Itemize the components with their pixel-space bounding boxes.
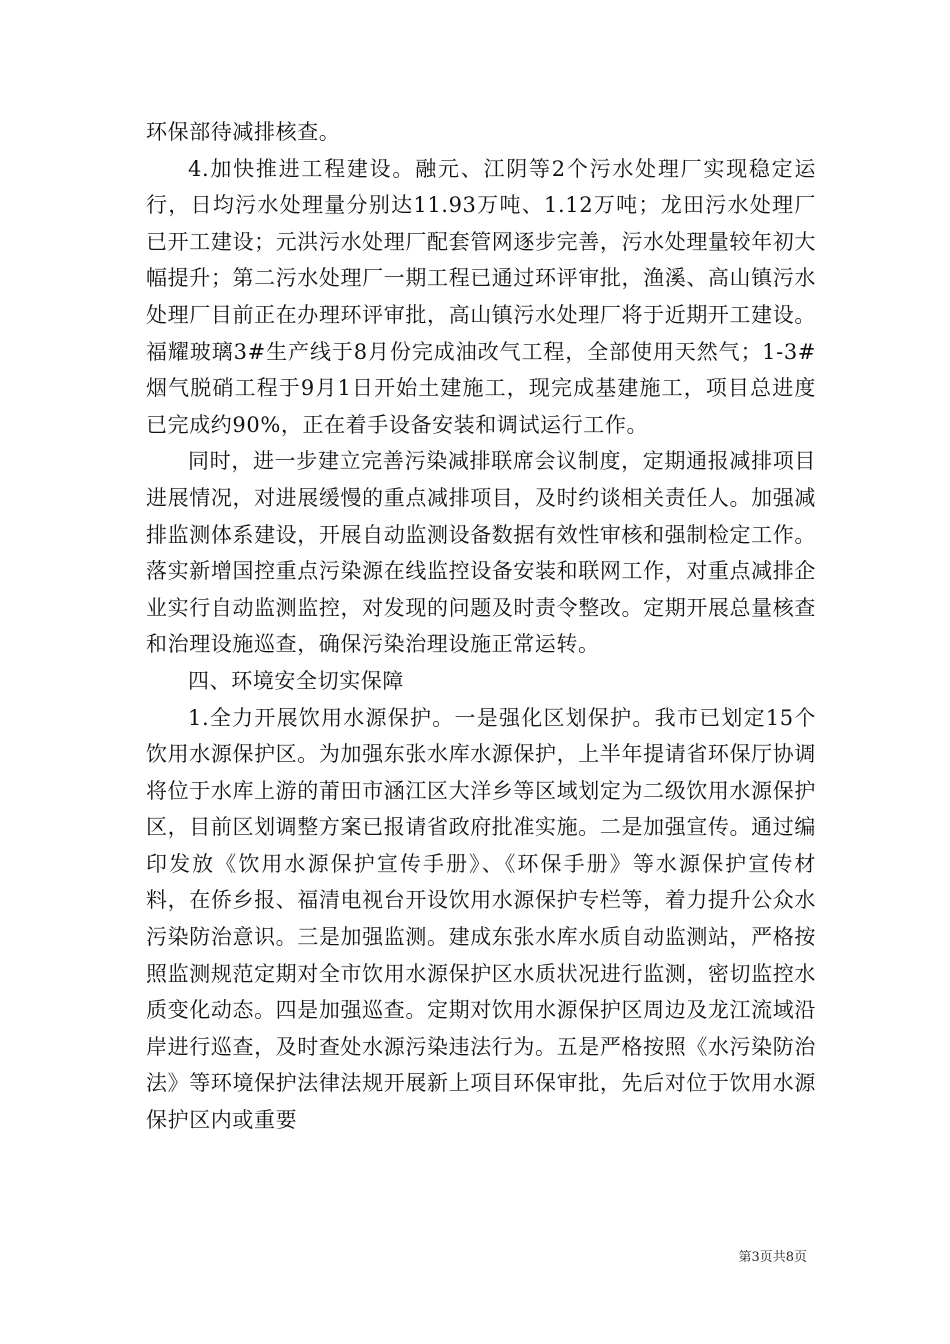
paragraph-drinking-water-protection: 1.全力开展饮用水源保护。一是强化区划保护。我市已划定15个饮用水源保护区。为加强东张水库水源保护，上半年提请省环保厅协调将位于水库上游的莆田市涵江区大洋乡等区域划定为二级饮用水源保护区，目前区划调整方案已报请省政府批准实施。二是加强宣传。通过编印发放《饮用水源保护宣传手册》、《环保手册》等水源保护宣传材料，在侨乡报、福清电视台开设饮用水源保护专栏等，着力提升公众水污染防治意识。三是加强监测。建成东张水库水质自动监测站，严格按照监测规范定期对全市饮用水源保护区水质状况进行监测，密切监控水质变化动态。四是加强巡查。定期对饮用水源保护区周边及龙江流域沿岸进行巡查，及时查处水源污染违法行为。五是严格按照《水污染防治法》等环境保护法律法规开展新上项目环保审批，先后对位于饮用水源保护区内或重要: [146, 705, 816, 1133]
paragraph-engineering-construction: 4.加快推进工程建设。融元、江阴等2个污水处理厂实现稳定运行，日均污水处理量分别达11.93万吨、1.12万吨；龙田污水处理厂已开工建设；元洪污水处理厂配套管网逐步完善，污水处理量较年初大幅提升；第二污水处理厂一期工程已通过环评审批，渔溪、高山镇污水处理厂目前正在办理环评审批，高山镇污水处理厂将于近期开工建设。福耀玻璃3#生产线于8月份完成油改气工程，全部使用天然气；1-3#烟气脱硝工程于9月1日开始土建施工，现完成基建施工，项目总进度已完成约90%，正在着手设备安装和调试运行工作。: [146, 156, 816, 437]
paragraph-continuation: 环保部待减排核查。: [146, 120, 341, 144]
document-body: [146, 114, 816, 1139]
paragraph-emission-reduction-mechanism: 同时，进一步建立完善污染减排联席会议制度，定期通报减排项目进展情况，对进展缓慢的重点减排项目，及时约谈相关责任人。加强减排监测体系建设，开展自动监测设备数据有效性审核和强制检定工作。落实新增国控重点污染源在线监控设备安装和联网工作，对重点减排企业实行自动监测监控，对发现的问题及时责令整改。定期开展总量核查和治理设施巡查，确保污染治理设施正常运转。: [146, 449, 816, 657]
section-heading-environmental-safety: 四、环境安全切实保障: [188, 668, 404, 693]
page-number-footer: 第3页共8页: [738, 1250, 807, 1265]
